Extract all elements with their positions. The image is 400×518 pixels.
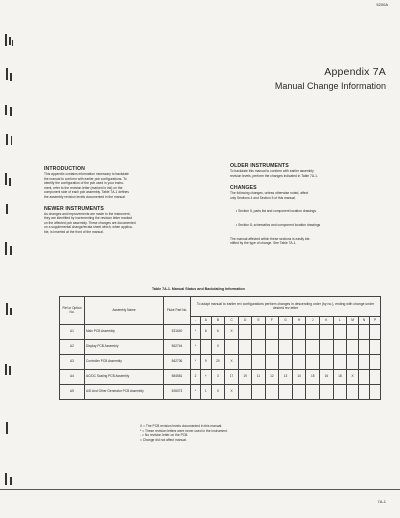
change-cell — [370, 325, 381, 340]
change-cell — [359, 385, 370, 400]
change-cell — [292, 325, 306, 340]
newer-heading: NEWER INSTRUMENTS — [44, 205, 104, 212]
change-cell — [238, 340, 252, 355]
change-cell — [279, 385, 293, 400]
rev-letter: K — [320, 317, 334, 325]
change-cell — [370, 355, 381, 370]
rev-letter: N — [359, 317, 370, 325]
row-ref: A5 — [60, 385, 85, 400]
binder-hole — [0, 170, 20, 190]
change-cell — [333, 355, 347, 370]
change-cell: 13 — [279, 370, 293, 385]
closing-text — [230, 237, 390, 246]
change-cell — [265, 325, 279, 340]
bullet-item: • Section 8, schematics and component location drawings — [236, 222, 321, 227]
rev-letter: J — [306, 317, 320, 325]
change-cell: * — [191, 340, 201, 355]
row-assembly-name: A/D And Other Generator PCB Assembly — [85, 385, 164, 400]
change-cell — [279, 340, 293, 355]
table-row — [60, 385, 381, 400]
change-cell: 9 — [200, 355, 211, 370]
legend-line: = Change did not affect manual. — [140, 437, 187, 442]
appendix-subtitle: Manual Change Information — [274, 81, 386, 91]
rev-letter: P — [370, 317, 381, 325]
text-line: the manual to conform with earlier pcb configurations. To — [44, 176, 127, 181]
change-cell: 11 — [252, 370, 265, 385]
rev-letter: F — [265, 317, 279, 325]
text-line: identify the configuration of the pcb used in your instru- — [44, 181, 125, 186]
changes-text — [230, 191, 390, 200]
row-ref: A1 — [60, 325, 85, 340]
binder-hole — [0, 300, 20, 320]
change-cell — [306, 325, 320, 340]
text-line: ntified by the type of change. See Table 7A-1. — [230, 241, 297, 246]
changes-heading: CHANGES — [230, 185, 257, 192]
intro-text — [44, 172, 204, 200]
change-cell — [265, 355, 279, 370]
bullet-text: Section 5, parts list and component location drawings — [238, 209, 316, 214]
text-line: on a supplemental change/errata sheet which, when applica- — [44, 225, 133, 230]
text-line: the assembly revision levels documented in the manual. — [44, 194, 126, 199]
binder-hole — [0, 240, 20, 260]
change-cell — [370, 385, 381, 400]
change-cell: * — [191, 385, 201, 400]
binder-hole — [0, 65, 20, 85]
row-assembly-name: Controller PCB Assembly — [85, 355, 164, 370]
text-line: The following changes, unless otherwise noted, affect — [230, 191, 309, 196]
change-cell — [292, 355, 306, 370]
change-cell — [306, 385, 320, 400]
text-line: component side of each pcb assembly. Table 7A-1 defines — [44, 190, 129, 195]
row-assembly-name: Main PCB Assembly — [85, 325, 164, 340]
text-line: on the affected pcb assembly. These changes are documented — [44, 220, 136, 225]
change-cell: 20 — [211, 355, 225, 370]
change-cell: 1 — [200, 385, 211, 400]
rev-letter: B — [211, 317, 225, 325]
legend-line: * = These revision letters were never used in the instrument. — [140, 428, 228, 433]
row-assembly-name: AC/DC Scaling PCB Assembly — [85, 370, 164, 385]
change-cell: * — [191, 355, 201, 370]
change-cell: + — [200, 370, 211, 385]
change-cell: 14 — [292, 370, 306, 385]
table-row — [60, 325, 381, 340]
older-heading: OLDER INSTRUMENTS — [230, 163, 289, 169]
change-cell — [333, 385, 347, 400]
row-part-number: 584581 — [164, 370, 191, 385]
rev-letter: L — [333, 317, 347, 325]
change-cell: 8 — [200, 325, 211, 340]
change-cell: 16 — [320, 370, 334, 385]
change-cell — [292, 340, 306, 355]
change-cell — [320, 385, 334, 400]
change-cell: X — [211, 340, 225, 355]
change-cell — [279, 325, 293, 340]
change-cell — [333, 340, 347, 355]
page-divider — [0, 489, 400, 490]
bullet-item: • Section 5, parts list and component location drawings — [236, 209, 316, 214]
row-part-number: 526073 — [164, 385, 191, 400]
change-cell — [359, 340, 370, 355]
row-part-number: 562736 — [164, 355, 191, 370]
right-column — [230, 163, 390, 246]
left-column — [44, 166, 204, 235]
row-ref: A4 — [60, 370, 85, 385]
doc-number: 5200A — [376, 2, 388, 7]
change-cell: X — [225, 355, 239, 370]
change-cell — [292, 385, 306, 400]
change-cell — [306, 340, 320, 355]
page-number: 7A-1 — [377, 499, 386, 504]
rev-letter: M — [347, 317, 359, 325]
change-cell: X — [225, 385, 239, 400]
col-part-header: Fluke Part No. — [164, 297, 191, 325]
rev-letter: H — [292, 317, 306, 325]
change-cell: 15 — [306, 370, 320, 385]
text-line: This appendix contains information necessary to backdate — [44, 172, 129, 176]
bullet-text: Section 8, schematics and component location drawings — [238, 222, 321, 227]
rev-letter: G — [279, 317, 293, 325]
text-line: revision levels, perform the changes indicated in Table 7A-1. — [230, 173, 318, 178]
change-cell: 12 — [265, 370, 279, 385]
change-cell — [225, 340, 239, 355]
table-caption: Table 7A-1. Manual Status and Backdating Information — [152, 287, 245, 291]
change-cell — [359, 370, 370, 385]
change-cell: 2 — [191, 370, 201, 385]
change-cell — [347, 385, 359, 400]
rev-letter: A — [200, 317, 211, 325]
text-line: they are identified by incrementing the revision letter marked — [44, 216, 133, 221]
change-cell: 17 — [225, 370, 239, 385]
table-legend — [140, 424, 228, 442]
legend-line: X = The PCB revision levels documented in this manual. — [140, 424, 223, 428]
binder-hole — [0, 30, 20, 50]
table-body — [60, 325, 381, 400]
table-row — [60, 355, 381, 370]
change-cell: X — [211, 385, 225, 400]
col-ref-header: Ref or Option No. — [60, 297, 85, 325]
rev-letter: - — [191, 317, 201, 325]
change-cell — [370, 370, 381, 385]
text-line: ment, refer to the revision letter (marked in ink) on the — [44, 185, 123, 190]
change-cell — [320, 340, 334, 355]
change-cell — [279, 355, 293, 370]
binder-hole — [0, 360, 20, 380]
change-cell — [238, 355, 252, 370]
change-cell — [252, 340, 265, 355]
change-cell — [252, 355, 265, 370]
text-line: To backdate this manual to conform with earlier assembly — [230, 169, 314, 173]
binder-hole — [0, 470, 20, 490]
intro-heading: INTRODUCTION — [44, 166, 85, 172]
change-cell — [252, 385, 265, 400]
older-text — [230, 169, 390, 178]
change-cell: * — [191, 325, 201, 340]
change-cell — [265, 385, 279, 400]
table-row — [60, 370, 381, 385]
legend-line: - = No revision letter on the PCB. — [140, 433, 189, 438]
change-cell — [359, 355, 370, 370]
col-assembly-header: Assembly Name — [85, 297, 164, 325]
change-cell — [306, 355, 320, 370]
change-cell: 3 — [211, 370, 225, 385]
appendix-title: Appendix 7A — [324, 66, 386, 78]
change-cell: 19 — [238, 370, 252, 385]
newer-text — [44, 212, 204, 235]
change-cell: 6 — [211, 325, 225, 340]
row-part-number: 531640 — [164, 325, 191, 340]
text-line: ble, is inserted at the front of the manual. — [44, 229, 104, 234]
text-line: only Sections 4 and Section 5 of this manual. — [230, 195, 296, 200]
backdating-table — [59, 296, 381, 400]
table-row — [60, 340, 381, 355]
change-cell: X — [347, 370, 359, 385]
change-cell — [200, 340, 211, 355]
binder-hole — [0, 200, 20, 220]
change-cell: X — [225, 325, 239, 340]
change-cell — [347, 355, 359, 370]
row-ref: A3 — [60, 355, 85, 370]
change-cell — [265, 340, 279, 355]
binder-hole — [0, 420, 20, 440]
binder-hole — [0, 130, 20, 150]
change-cell — [333, 325, 347, 340]
change-cell: 18 — [333, 370, 347, 385]
change-cell — [347, 340, 359, 355]
change-cell — [347, 325, 359, 340]
change-cell — [238, 325, 252, 340]
binder-hole — [0, 100, 20, 120]
rev-letter: D — [238, 317, 252, 325]
change-cell — [238, 385, 252, 400]
change-cell — [370, 340, 381, 355]
change-header: To adapt manual to earlier rev configurations perform changes in descending order (by no.), ending with change under desired rev letter — [191, 297, 381, 317]
text-line: The manual affected within these sections is easily ide- — [230, 236, 311, 241]
text-line: As changes and improvements are made to the instrument, — [44, 211, 131, 216]
rev-letter: E — [252, 317, 265, 325]
row-ref: A2 — [60, 340, 85, 355]
rev-letter: C — [225, 317, 239, 325]
change-cell — [320, 325, 334, 340]
change-cell — [359, 325, 370, 340]
row-assembly-name: Display PCB Assembly — [85, 340, 164, 355]
change-cell — [320, 355, 334, 370]
row-part-number: 562744 — [164, 340, 191, 355]
change-cell — [252, 325, 265, 340]
